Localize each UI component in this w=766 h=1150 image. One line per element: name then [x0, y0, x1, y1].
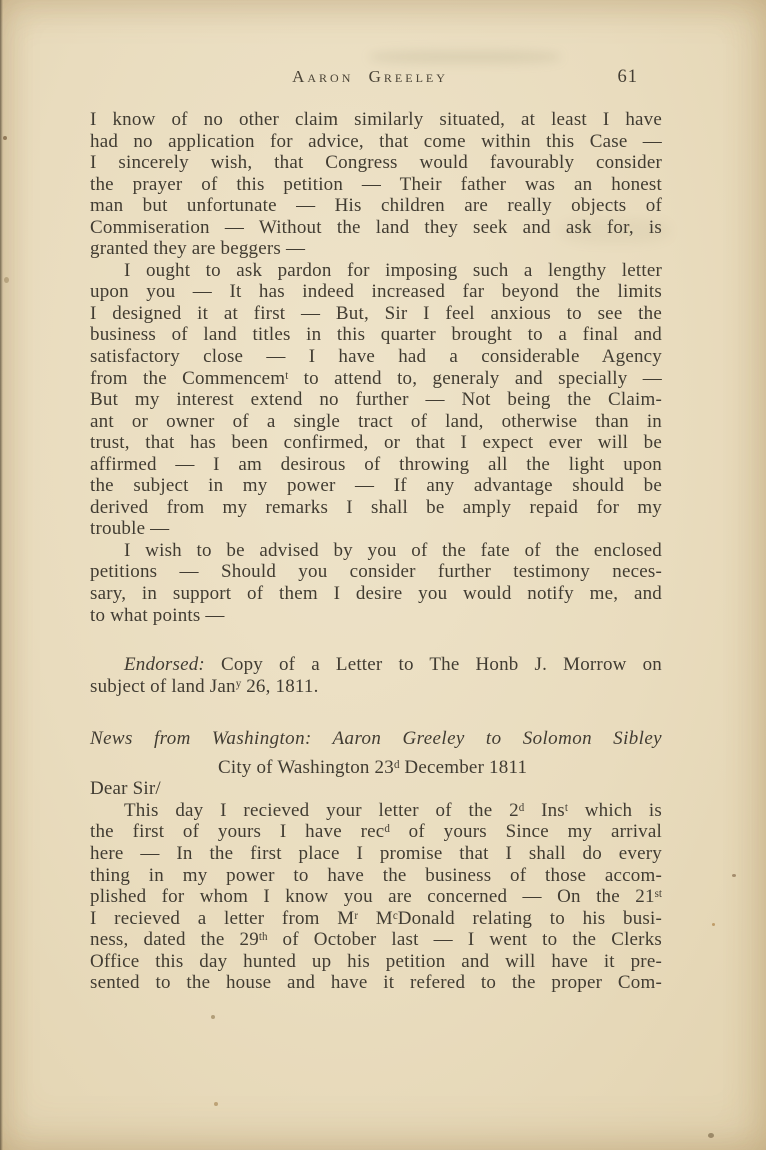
text-line: to what points —: [90, 604, 225, 626]
text-line: derived from my remarks I shall be amply repaid for my: [90, 496, 662, 518]
text-line: I ought to ask pardon for imposing such a lengthy letter: [124, 259, 662, 281]
scan-edge: [0, 0, 3, 1150]
text-line: from the Commencem$^t$ to attend to, generaly and specially —: [90, 367, 662, 389]
text-line: sented to the house and have it refered to the proper Com-: [90, 972, 662, 994]
letter2-salutation: Dear Sir/: [90, 778, 161, 800]
paper-speck: [732, 874, 736, 877]
text-line: subject of land Jan$^y$ 26, 1811.: [90, 675, 319, 697]
text-line: ness, dated the 29th of October last — I went to the Clerks: [90, 929, 663, 951]
text-line: granted they are beggers —: [90, 238, 306, 260]
running-header: [90, 67, 662, 87]
text-line: Office this day hunted up his petition and will have it pre-: [90, 950, 662, 972]
section-heading: News from Washington: Aaron Greeley to Solomon Sibley: [90, 728, 662, 750]
paper-speck: [3, 136, 7, 140]
text-line: the first of yours I have rec$^d$ of yours Since my arrival: [90, 821, 662, 843]
letter1-paragraph-3: [90, 540, 662, 626]
text-line: satisfactory close — I have had a considerable Agency: [90, 346, 662, 368]
letter2-paragraph: [90, 800, 662, 994]
text-line: trust, that has been confirmed, or that I expect ever will be: [90, 432, 662, 454]
letter1-paragraph-1: [90, 109, 662, 260]
text-line: trouble —: [90, 518, 170, 540]
page-number: 61: [617, 67, 638, 87]
text-line: I designed it at first — But, Sir I feel anxious to see the: [90, 302, 662, 324]
paper-speck: [708, 1133, 714, 1138]
text-line: business of land titles in this quarter brought to a final and: [90, 324, 662, 346]
text-line: man but unfortunate — His children are really objects of: [90, 195, 662, 217]
paper-speck: [214, 1102, 218, 1106]
text-line: upon you — It has indeed increased far beyond the limits: [90, 281, 662, 303]
letter2-dateline: City of Washington 23$^d$ December 1811: [218, 756, 528, 778]
paper-speck: [211, 1015, 215, 1019]
text-line: plished for whom I know you are concerned — On the 21st: [90, 886, 662, 908]
endorsement-note: [90, 654, 662, 697]
text-line: I recieved a letter from $M^r$ $M^cDonald$ relating to his busi-: [90, 907, 663, 929]
letter1-paragraph-2: [90, 260, 662, 540]
text-line: ant or owner of a single tract of land, otherwise than in: [90, 410, 662, 432]
text-line: thing in my power to have the business of those accom-: [90, 864, 662, 886]
paper-speck: [712, 923, 715, 926]
text-line: affirmed — I am desirous of throwing all the light upon: [90, 453, 662, 475]
text-line: petitions — Should you consider further testimony neces-: [90, 561, 662, 583]
text-line: This day I recieved your letter of the 2$^d$ Ins$^t$ which is: [124, 799, 663, 821]
text-line: Endorsed: Copy of a Letter to The Honb J. Morrow on: [124, 654, 662, 676]
page-content: [90, 0, 662, 994]
text-line: had no application for advice, that come within this Case —: [90, 130, 662, 152]
text-line: I sincerely wish, that Congress would favourably consider: [90, 152, 662, 174]
text-line: sary, in support of them I desire you would notify me, and: [90, 583, 662, 605]
text-line: the prayer of this petition — Their father was an honest: [90, 173, 662, 195]
text-line: But my interest extend no further — Not being the Claim-: [90, 389, 662, 411]
text-line: Commiseration — Without the land they seek and ask for, is: [90, 216, 662, 238]
paper-speck: [4, 277, 9, 283]
page-header-title: Aaron Greeley: [292, 67, 448, 86]
text-line: I wish to be advised by you of the fate of the enclosed: [124, 539, 662, 561]
text-line: the subject in my power — If any advantage should be: [90, 475, 662, 497]
text-line: I know of no other claim similarly situated, at least I have: [90, 109, 662, 130]
text-line: here — In the first place I promise that I shall do every: [90, 842, 662, 864]
